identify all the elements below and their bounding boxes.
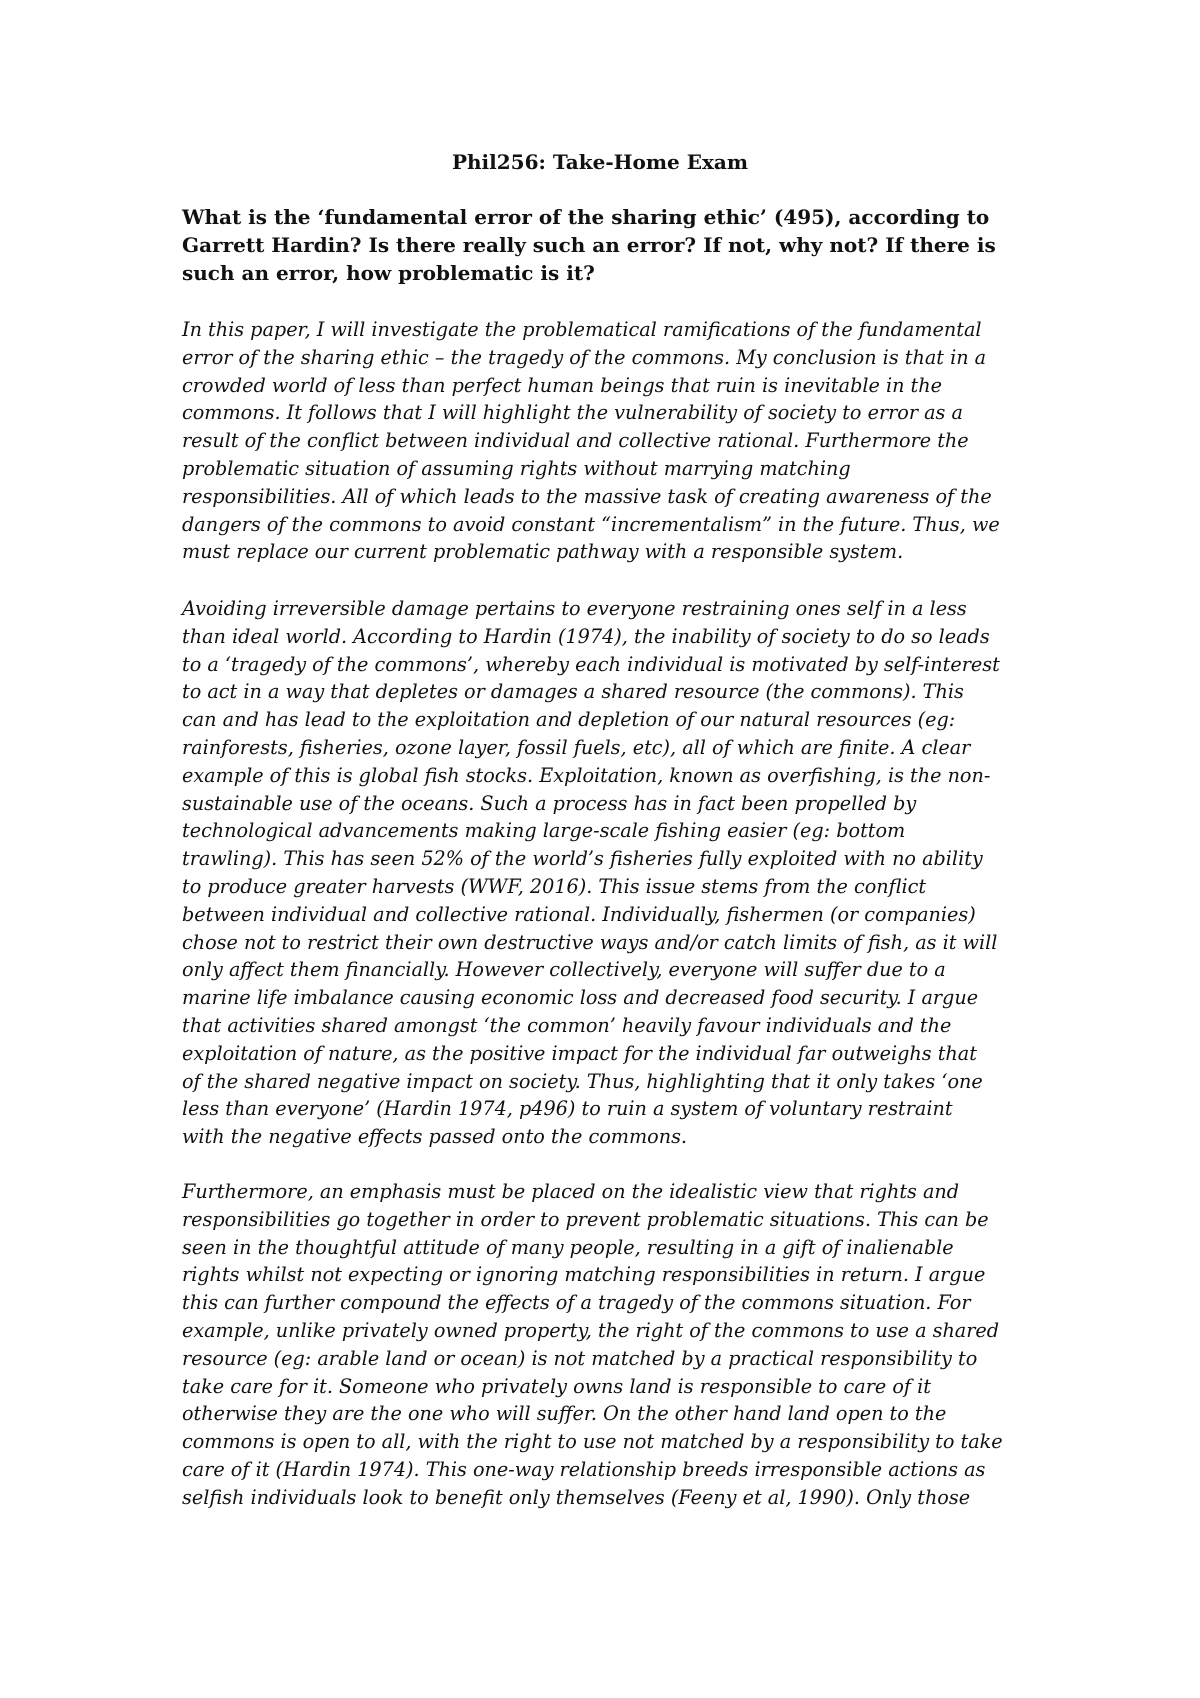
paragraph-line: that activities shared amongst ‘the common’ heavily favour individuals and the [182,1013,952,1037]
paragraph-line: must replace our current problematic pathway with a responsible system. [182,540,904,564]
paragraph-line: resource (eg: arable land or ocean) is not matched by a practical responsibility to [182,1346,978,1370]
paragraph-line: than ideal world. According to Hardin (1974), the inability of society to do so leads [182,624,990,648]
paragraph-introduction [182,316,1042,566]
document-title: Phil256: Take-Home Exam [451,150,749,174]
paragraph-line: marine life imbalance causing economic loss and decreased food security. I argue [182,986,979,1010]
paragraph-line: problematic situation of assuming rights without marrying matching [182,456,851,480]
paragraph-line: care of it (Hardin 1974). This one-way relationship breeds irresponsible actions as [182,1457,986,1481]
paragraph-line: seen in the thoughtful attitude of many people, resulting in a gift of inalienable [182,1235,954,1259]
question-line: Garrett Hardin? Is there really such an error? If not, why not? If there is [182,233,996,257]
question-line: What is the ‘fundamental error of the sharing ethic’ (495), according to [182,205,990,229]
paragraph-line: can and has lead to the exploitation and depletion of our natural resources (eg: [182,708,956,732]
paragraph-line: to produce greater harvests (WWF, 2016). This issue stems from the conflict [182,874,927,898]
paragraph-line: this can further compound the effects of a tragedy of the commons situation. For [182,1291,971,1315]
paragraph-line: result of the conflict between individual and collective rational. Furthermore the [182,429,969,453]
paragraph-line: dangers of the commons to avoid constant “incrementalism” in the future. Thus, we [182,512,1000,536]
paragraph-line: In this paper, I will investigate the problematical ramifications of the fundamental [182,318,982,341]
paragraph-line: responsibilities. All of which leads to the massive task of creating awareness of the [182,484,992,508]
paragraph-line: error of the sharing ethic – the tragedy of the commons. My conclusion is that in a [182,345,987,369]
paragraph-line: only affect them financially. However collectively, everyone will suffer due to a [182,958,946,982]
paragraph-line: rights whilst not expecting or ignoring matching responsibilities in return. I argue [182,1263,986,1287]
paragraph-line: between individual and collective rational. Individually, fishermen (or companies) [182,902,976,926]
paragraph-line: with the negative effects passed onto the commons. [182,1125,688,1149]
paragraph-line: take care for it. Someone who privately owns land is responsible to care of it [182,1374,931,1398]
paragraph-line: sustainable use of the oceans. Such a process has in fact been propelled by [182,791,917,815]
paragraph-line: selfish individuals look to benefit only themselves (Feeny et al, 1990). Only those [182,1485,971,1509]
paragraph-line: otherwise they are the one who will suffer. On the other hand land open to the [182,1402,947,1426]
paragraph-line: responsibilities go together in order to prevent problematic situations. This can be [182,1207,989,1231]
paragraph-line: technological advancements making large-scale fishing easier (eg: bottom [182,819,906,843]
paragraph-line: chose not to restrict their own destructive ways and/or catch limits of fish, as it will [182,930,998,954]
paragraph-line: commons is open to all, with the right to use not matched by a responsibility to take [182,1430,1003,1454]
paragraph-line: less than everyone’ (Hardin 1974, p496) to ruin a system of voluntary restraint [182,1097,953,1121]
paragraph-line: to act in a way that depletes or damages a shared resource (the commons). This [182,680,964,704]
paragraph-line: rainforests, fisheries, ozone layer, fossil fuels, etc), all of which are finite. A clear [182,735,971,759]
paragraph-line: Avoiding irreversible damage pertains to everyone restraining ones self in a less [182,597,967,620]
paragraph-line: commons. It follows that I will highlight the vulnerability of society to error as a [182,401,963,425]
paragraph-line: crowded world of less than perfect human beings that ruin is inevitable in the [182,373,942,397]
paragraph-rights-responsibilities [182,1178,1042,1512]
paragraph-line: example of this is global fish stocks. Exploitation, known as overfishing, is the non- [182,763,991,787]
exam-question [182,203,1022,287]
paragraph-tragedy-of-commons [182,595,1042,1151]
paragraph-line: to a ‘tragedy of the commons’, whereby each individual is motivated by self-interest [182,652,1000,676]
paragraph-line: Furthermore, an emphasis must be placed on the idealistic view that rights and [182,1180,960,1203]
paragraph-line: exploitation of nature, as the positive impact for the individual far outweighs that [182,1041,977,1065]
paragraph-line: example, unlike privately owned property, the right of the commons to use a shared [182,1318,1000,1342]
paragraph-line: of the shared negative impact on society. Thus, highlighting that it only takes ‘one [182,1069,983,1093]
paragraph-line: trawling). This has seen 52% of the world’s fisheries fully exploited with no ability [182,847,983,871]
question-line: such an error, how problematic is it? [182,261,595,285]
